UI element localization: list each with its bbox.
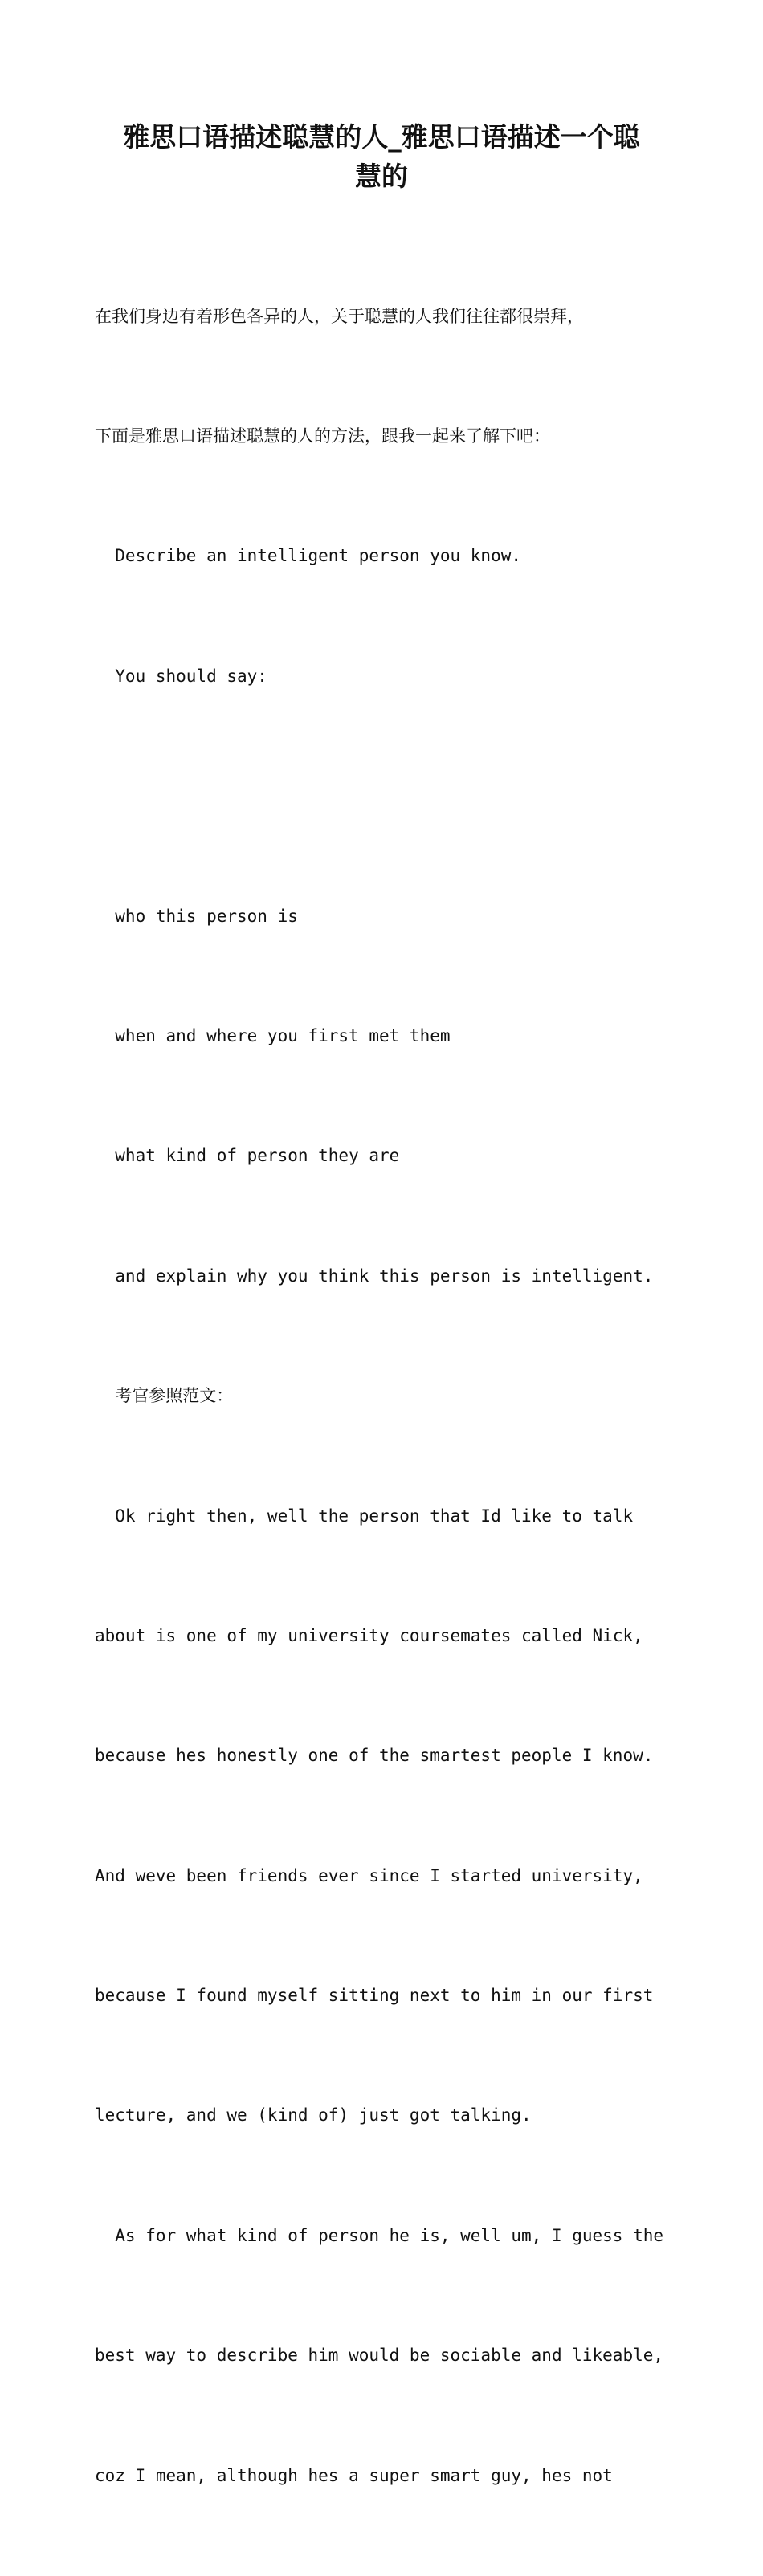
prompt-point: when and where you first met them [95, 1025, 451, 1045]
document-body [95, 217, 681, 2576]
prompt-subheading: You should say: [95, 666, 267, 686]
text-line: 在我们身边有着形色各异的人，关于聪慧的人我们往往都很崇拜， [95, 306, 584, 326]
blank-line [95, 776, 681, 817]
prompt-point: what kind of person they are [95, 1146, 400, 1166]
sample-answer-heading: 考官参照范文： [95, 1386, 234, 1406]
text-line: 下面是雅思口语描述聪慧的人的方法，跟我一起来了解下吧： [95, 426, 550, 446]
text-line: because hes honestly one of the smartest people I know. [95, 1746, 654, 1766]
prompt-point: and explain why you think this person is intelligent. [95, 1266, 654, 1286]
text-line: lecture, and we (kind of) just got talking. [95, 2105, 532, 2126]
text-line: Ok right then, well the person that Id like to talk [95, 1506, 634, 1526]
document-title [80, 117, 683, 196]
text-line: because I found myself sitting next to him in our first [95, 1986, 654, 2006]
text-line: And weve been friends ever since I started university, [95, 1865, 643, 1885]
text-line: coz I mean, although hes a super smart guy, hes not [95, 2465, 613, 2485]
text-line: about is one of my university coursemates called Nick, [95, 1625, 643, 1645]
title-line-1: 雅思口语描述聪慧的人_雅思口语描述一个聪 [123, 121, 640, 153]
prompt-heading: Describe an intelligent person you know. [95, 546, 522, 566]
prompt-point: who this person is [95, 906, 298, 926]
title-line-2: 慧的 [355, 161, 408, 192]
text-line: As for what kind of person he is, well um, I guess the [95, 2225, 664, 2245]
text-line: best way to describe him would be sociable and likeable, [95, 2346, 664, 2366]
